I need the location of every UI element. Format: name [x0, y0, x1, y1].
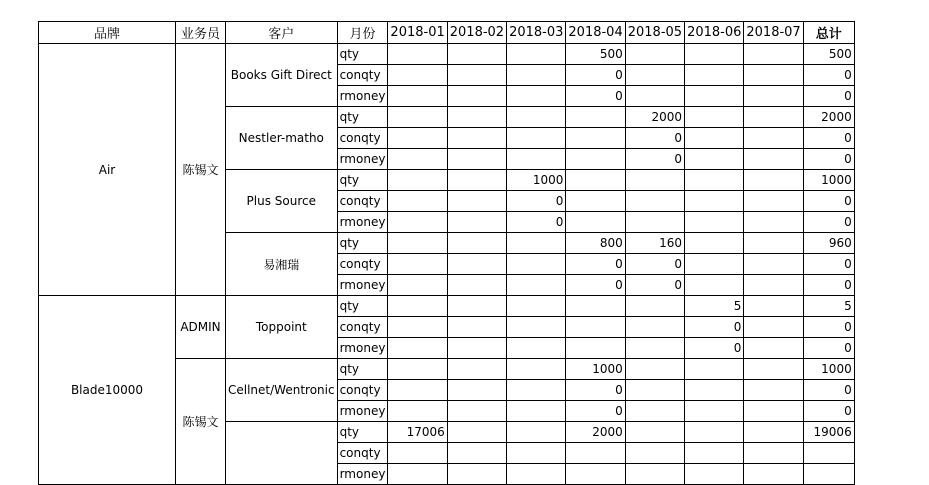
value-cell[interactable]: [447, 212, 506, 233]
value-cell[interactable]: [388, 233, 447, 254]
total-cell[interactable]: 1000: [803, 359, 854, 380]
value-cell[interactable]: [744, 128, 803, 149]
total-cell[interactable]: 5: [803, 296, 854, 317]
measure-cell[interactable]: conqty: [337, 254, 388, 275]
value-cell[interactable]: [388, 107, 447, 128]
brand-cell[interactable]: Air: [39, 44, 176, 296]
value-cell[interactable]: 0: [566, 401, 625, 422]
value-cell[interactable]: 2000: [625, 107, 684, 128]
value-cell[interactable]: [507, 149, 566, 170]
measure-cell[interactable]: qty: [337, 359, 388, 380]
value-cell[interactable]: [447, 317, 506, 338]
value-cell[interactable]: [507, 233, 566, 254]
value-cell[interactable]: [685, 86, 744, 107]
value-cell[interactable]: [566, 296, 625, 317]
header-customer[interactable]: 客户: [226, 22, 338, 44]
customer-cell[interactable]: Books Gift Direct: [226, 44, 338, 107]
value-cell[interactable]: [625, 86, 684, 107]
value-cell[interactable]: [566, 170, 625, 191]
value-cell[interactable]: [507, 422, 566, 443]
value-cell[interactable]: [447, 86, 506, 107]
value-cell[interactable]: [507, 443, 566, 464]
value-cell[interactable]: [447, 254, 506, 275]
value-cell[interactable]: [507, 296, 566, 317]
value-cell[interactable]: [625, 65, 684, 86]
value-cell[interactable]: [744, 275, 803, 296]
value-cell[interactable]: [685, 422, 744, 443]
value-cell[interactable]: [685, 107, 744, 128]
value-cell[interactable]: [566, 317, 625, 338]
value-cell[interactable]: [566, 128, 625, 149]
value-cell[interactable]: [744, 317, 803, 338]
value-cell[interactable]: 0: [625, 149, 684, 170]
total-cell[interactable]: 0: [803, 149, 854, 170]
value-cell[interactable]: 0: [566, 65, 625, 86]
value-cell[interactable]: 5: [685, 296, 744, 317]
value-cell[interactable]: [388, 170, 447, 191]
total-cell[interactable]: 0: [803, 380, 854, 401]
value-cell[interactable]: [566, 464, 625, 485]
measure-cell[interactable]: conqty: [337, 380, 388, 401]
measure-cell[interactable]: conqty: [337, 443, 388, 464]
total-cell[interactable]: 500: [803, 44, 854, 65]
total-cell[interactable]: 0: [803, 128, 854, 149]
customer-cell[interactable]: Nestler-matho: [226, 107, 338, 170]
value-cell[interactable]: [388, 359, 447, 380]
value-cell[interactable]: [685, 212, 744, 233]
value-cell[interactable]: [744, 254, 803, 275]
header-month-4[interactable]: 2018-04: [566, 22, 625, 44]
value-cell[interactable]: [685, 464, 744, 485]
value-cell[interactable]: [625, 212, 684, 233]
value-cell[interactable]: [447, 191, 506, 212]
total-cell[interactable]: 19006: [803, 422, 854, 443]
total-cell[interactable]: 0: [803, 338, 854, 359]
value-cell[interactable]: [507, 65, 566, 86]
value-cell[interactable]: [447, 170, 506, 191]
header-month[interactable]: 月份: [337, 22, 388, 44]
header-month-1[interactable]: 2018-01: [388, 22, 447, 44]
value-cell[interactable]: [685, 233, 744, 254]
value-cell[interactable]: [625, 380, 684, 401]
value-cell[interactable]: [447, 380, 506, 401]
measure-cell[interactable]: qty: [337, 422, 388, 443]
value-cell[interactable]: [507, 86, 566, 107]
value-cell[interactable]: [566, 149, 625, 170]
value-cell[interactable]: [447, 128, 506, 149]
value-cell[interactable]: [685, 380, 744, 401]
salesperson-cell[interactable]: 陈锡文: [176, 359, 226, 485]
value-cell[interactable]: [447, 359, 506, 380]
customer-cell[interactable]: Plus Source: [226, 170, 338, 233]
header-month-3[interactable]: 2018-03: [507, 22, 566, 44]
value-cell[interactable]: 0: [625, 128, 684, 149]
value-cell[interactable]: [685, 443, 744, 464]
value-cell[interactable]: [625, 296, 684, 317]
value-cell[interactable]: [566, 191, 625, 212]
total-cell[interactable]: 0: [803, 401, 854, 422]
total-cell[interactable]: 2000: [803, 107, 854, 128]
measure-cell[interactable]: rmoney: [337, 212, 388, 233]
header-row: [39, 22, 855, 44]
customer-cell[interactable]: [226, 422, 338, 485]
value-cell[interactable]: [744, 338, 803, 359]
salesperson-cell[interactable]: 陈锡文: [176, 44, 226, 296]
value-cell[interactable]: [507, 401, 566, 422]
value-cell[interactable]: [685, 401, 744, 422]
value-cell[interactable]: [388, 128, 447, 149]
pivot-body: [39, 44, 855, 485]
value-cell[interactable]: [685, 128, 744, 149]
value-cell[interactable]: [744, 443, 803, 464]
salesperson-cell[interactable]: ADMIN: [176, 296, 226, 359]
measure-cell[interactable]: conqty: [337, 128, 388, 149]
value-cell[interactable]: [447, 464, 506, 485]
value-cell[interactable]: 160: [625, 233, 684, 254]
value-cell[interactable]: [388, 254, 447, 275]
measure-cell[interactable]: qty: [337, 107, 388, 128]
value-cell[interactable]: 0: [566, 86, 625, 107]
value-cell[interactable]: 0: [625, 275, 684, 296]
value-cell[interactable]: [744, 44, 803, 65]
value-cell[interactable]: [566, 338, 625, 359]
value-cell[interactable]: [447, 149, 506, 170]
value-cell[interactable]: [447, 443, 506, 464]
measure-cell[interactable]: conqty: [337, 317, 388, 338]
value-cell[interactable]: [685, 65, 744, 86]
value-cell[interactable]: 2000: [566, 422, 625, 443]
header-month-6[interactable]: 2018-06: [685, 22, 744, 44]
value-cell[interactable]: [744, 359, 803, 380]
value-cell[interactable]: [685, 170, 744, 191]
value-cell[interactable]: [685, 44, 744, 65]
total-cell[interactable]: 0: [803, 212, 854, 233]
brand-cell[interactable]: Blade10000: [39, 296, 176, 485]
value-cell[interactable]: [388, 464, 447, 485]
total-cell[interactable]: [803, 443, 854, 464]
value-cell[interactable]: [685, 191, 744, 212]
total-cell[interactable]: 0: [803, 317, 854, 338]
value-cell[interactable]: 500: [566, 44, 625, 65]
value-cell[interactable]: [744, 107, 803, 128]
value-cell[interactable]: [447, 296, 506, 317]
value-cell[interactable]: [388, 338, 447, 359]
total-cell[interactable]: 1000: [803, 170, 854, 191]
measure-cell[interactable]: rmoney: [337, 338, 388, 359]
value-cell[interactable]: [388, 86, 447, 107]
value-cell[interactable]: [507, 380, 566, 401]
measure-cell[interactable]: conqty: [337, 191, 388, 212]
value-cell[interactable]: [507, 359, 566, 380]
value-cell[interactable]: [685, 254, 744, 275]
total-cell[interactable]: [803, 464, 854, 485]
value-cell[interactable]: 17006: [388, 422, 447, 443]
value-cell[interactable]: [625, 464, 684, 485]
value-cell[interactable]: [507, 128, 566, 149]
value-cell[interactable]: [388, 275, 447, 296]
total-cell[interactable]: 0: [803, 191, 854, 212]
value-cell[interactable]: [685, 149, 744, 170]
value-cell[interactable]: 0: [625, 254, 684, 275]
value-cell[interactable]: 1000: [507, 170, 566, 191]
value-cell[interactable]: [388, 401, 447, 422]
total-cell[interactable]: 0: [803, 254, 854, 275]
header-total[interactable]: 总计: [803, 22, 854, 44]
value-cell[interactable]: 0: [507, 212, 566, 233]
pivot-table: [38, 21, 855, 485]
value-cell[interactable]: [388, 212, 447, 233]
total-cell[interactable]: 0: [803, 275, 854, 296]
value-cell[interactable]: [685, 275, 744, 296]
value-cell[interactable]: 0: [566, 254, 625, 275]
value-cell[interactable]: [447, 107, 506, 128]
value-cell[interactable]: 1000: [566, 359, 625, 380]
table-row: [39, 44, 855, 65]
total-cell[interactable]: 0: [803, 86, 854, 107]
value-cell[interactable]: [625, 443, 684, 464]
value-cell[interactable]: [744, 149, 803, 170]
table-row: [39, 296, 855, 317]
value-cell[interactable]: [744, 464, 803, 485]
header-salesperson[interactable]: 业务员: [176, 22, 226, 44]
value-cell[interactable]: [744, 191, 803, 212]
value-cell[interactable]: 800: [566, 233, 625, 254]
value-cell[interactable]: [744, 296, 803, 317]
value-cell[interactable]: [744, 212, 803, 233]
value-cell[interactable]: [388, 317, 447, 338]
value-cell[interactable]: [507, 275, 566, 296]
value-cell[interactable]: [388, 191, 447, 212]
value-cell[interactable]: [507, 254, 566, 275]
value-cell[interactable]: [388, 443, 447, 464]
value-cell[interactable]: [447, 401, 506, 422]
measure-cell[interactable]: qty: [337, 296, 388, 317]
total-cell[interactable]: 0: [803, 65, 854, 86]
value-cell[interactable]: [507, 338, 566, 359]
value-cell[interactable]: 0: [507, 191, 566, 212]
value-cell[interactable]: [625, 191, 684, 212]
header-brand[interactable]: 品牌: [39, 22, 176, 44]
value-cell[interactable]: [625, 359, 684, 380]
customer-cell[interactable]: Cellnet/Wentronic: [226, 359, 338, 422]
header-month-2[interactable]: 2018-02: [447, 22, 506, 44]
value-cell[interactable]: [388, 380, 447, 401]
value-cell[interactable]: [566, 443, 625, 464]
customer-cell[interactable]: 易湘瑞: [226, 233, 338, 296]
value-cell[interactable]: [447, 422, 506, 443]
measure-cell[interactable]: qty: [337, 233, 388, 254]
measure-cell[interactable]: rmoney: [337, 464, 388, 485]
total-cell[interactable]: 960: [803, 233, 854, 254]
measure-cell[interactable]: rmoney: [337, 149, 388, 170]
value-cell[interactable]: 0: [685, 317, 744, 338]
value-cell[interactable]: [625, 44, 684, 65]
value-cell[interactable]: [744, 170, 803, 191]
value-cell[interactable]: [388, 44, 447, 65]
value-cell[interactable]: [507, 44, 566, 65]
value-cell[interactable]: [744, 65, 803, 86]
measure-cell[interactable]: conqty: [337, 65, 388, 86]
value-cell[interactable]: [625, 317, 684, 338]
value-cell[interactable]: [625, 338, 684, 359]
value-cell[interactable]: [507, 317, 566, 338]
value-cell[interactable]: [447, 338, 506, 359]
value-cell[interactable]: 0: [566, 380, 625, 401]
value-cell[interactable]: [625, 422, 684, 443]
value-cell[interactable]: [685, 359, 744, 380]
value-cell[interactable]: [388, 149, 447, 170]
value-cell[interactable]: [447, 275, 506, 296]
measure-cell[interactable]: qty: [337, 44, 388, 65]
header-month-5[interactable]: 2018-05: [625, 22, 684, 44]
customer-cell[interactable]: Toppoint: [226, 296, 338, 359]
value-cell[interactable]: [388, 296, 447, 317]
value-cell[interactable]: [507, 464, 566, 485]
value-cell[interactable]: 0: [566, 275, 625, 296]
value-cell[interactable]: [744, 401, 803, 422]
value-cell[interactable]: [447, 44, 506, 65]
value-cell[interactable]: [566, 212, 625, 233]
measure-cell[interactable]: rmoney: [337, 275, 388, 296]
value-cell[interactable]: [625, 170, 684, 191]
value-cell[interactable]: [744, 380, 803, 401]
value-cell[interactable]: 0: [685, 338, 744, 359]
header-month-7[interactable]: 2018-07: [744, 22, 803, 44]
value-cell[interactable]: [388, 65, 447, 86]
value-cell[interactable]: [744, 86, 803, 107]
value-cell[interactable]: [447, 233, 506, 254]
value-cell[interactable]: [566, 107, 625, 128]
measure-cell[interactable]: qty: [337, 170, 388, 191]
value-cell[interactable]: [744, 233, 803, 254]
measure-cell[interactable]: rmoney: [337, 86, 388, 107]
value-cell[interactable]: [447, 65, 506, 86]
value-cell[interactable]: [507, 107, 566, 128]
value-cell[interactable]: [744, 422, 803, 443]
value-cell[interactable]: [625, 401, 684, 422]
measure-cell[interactable]: rmoney: [337, 401, 388, 422]
